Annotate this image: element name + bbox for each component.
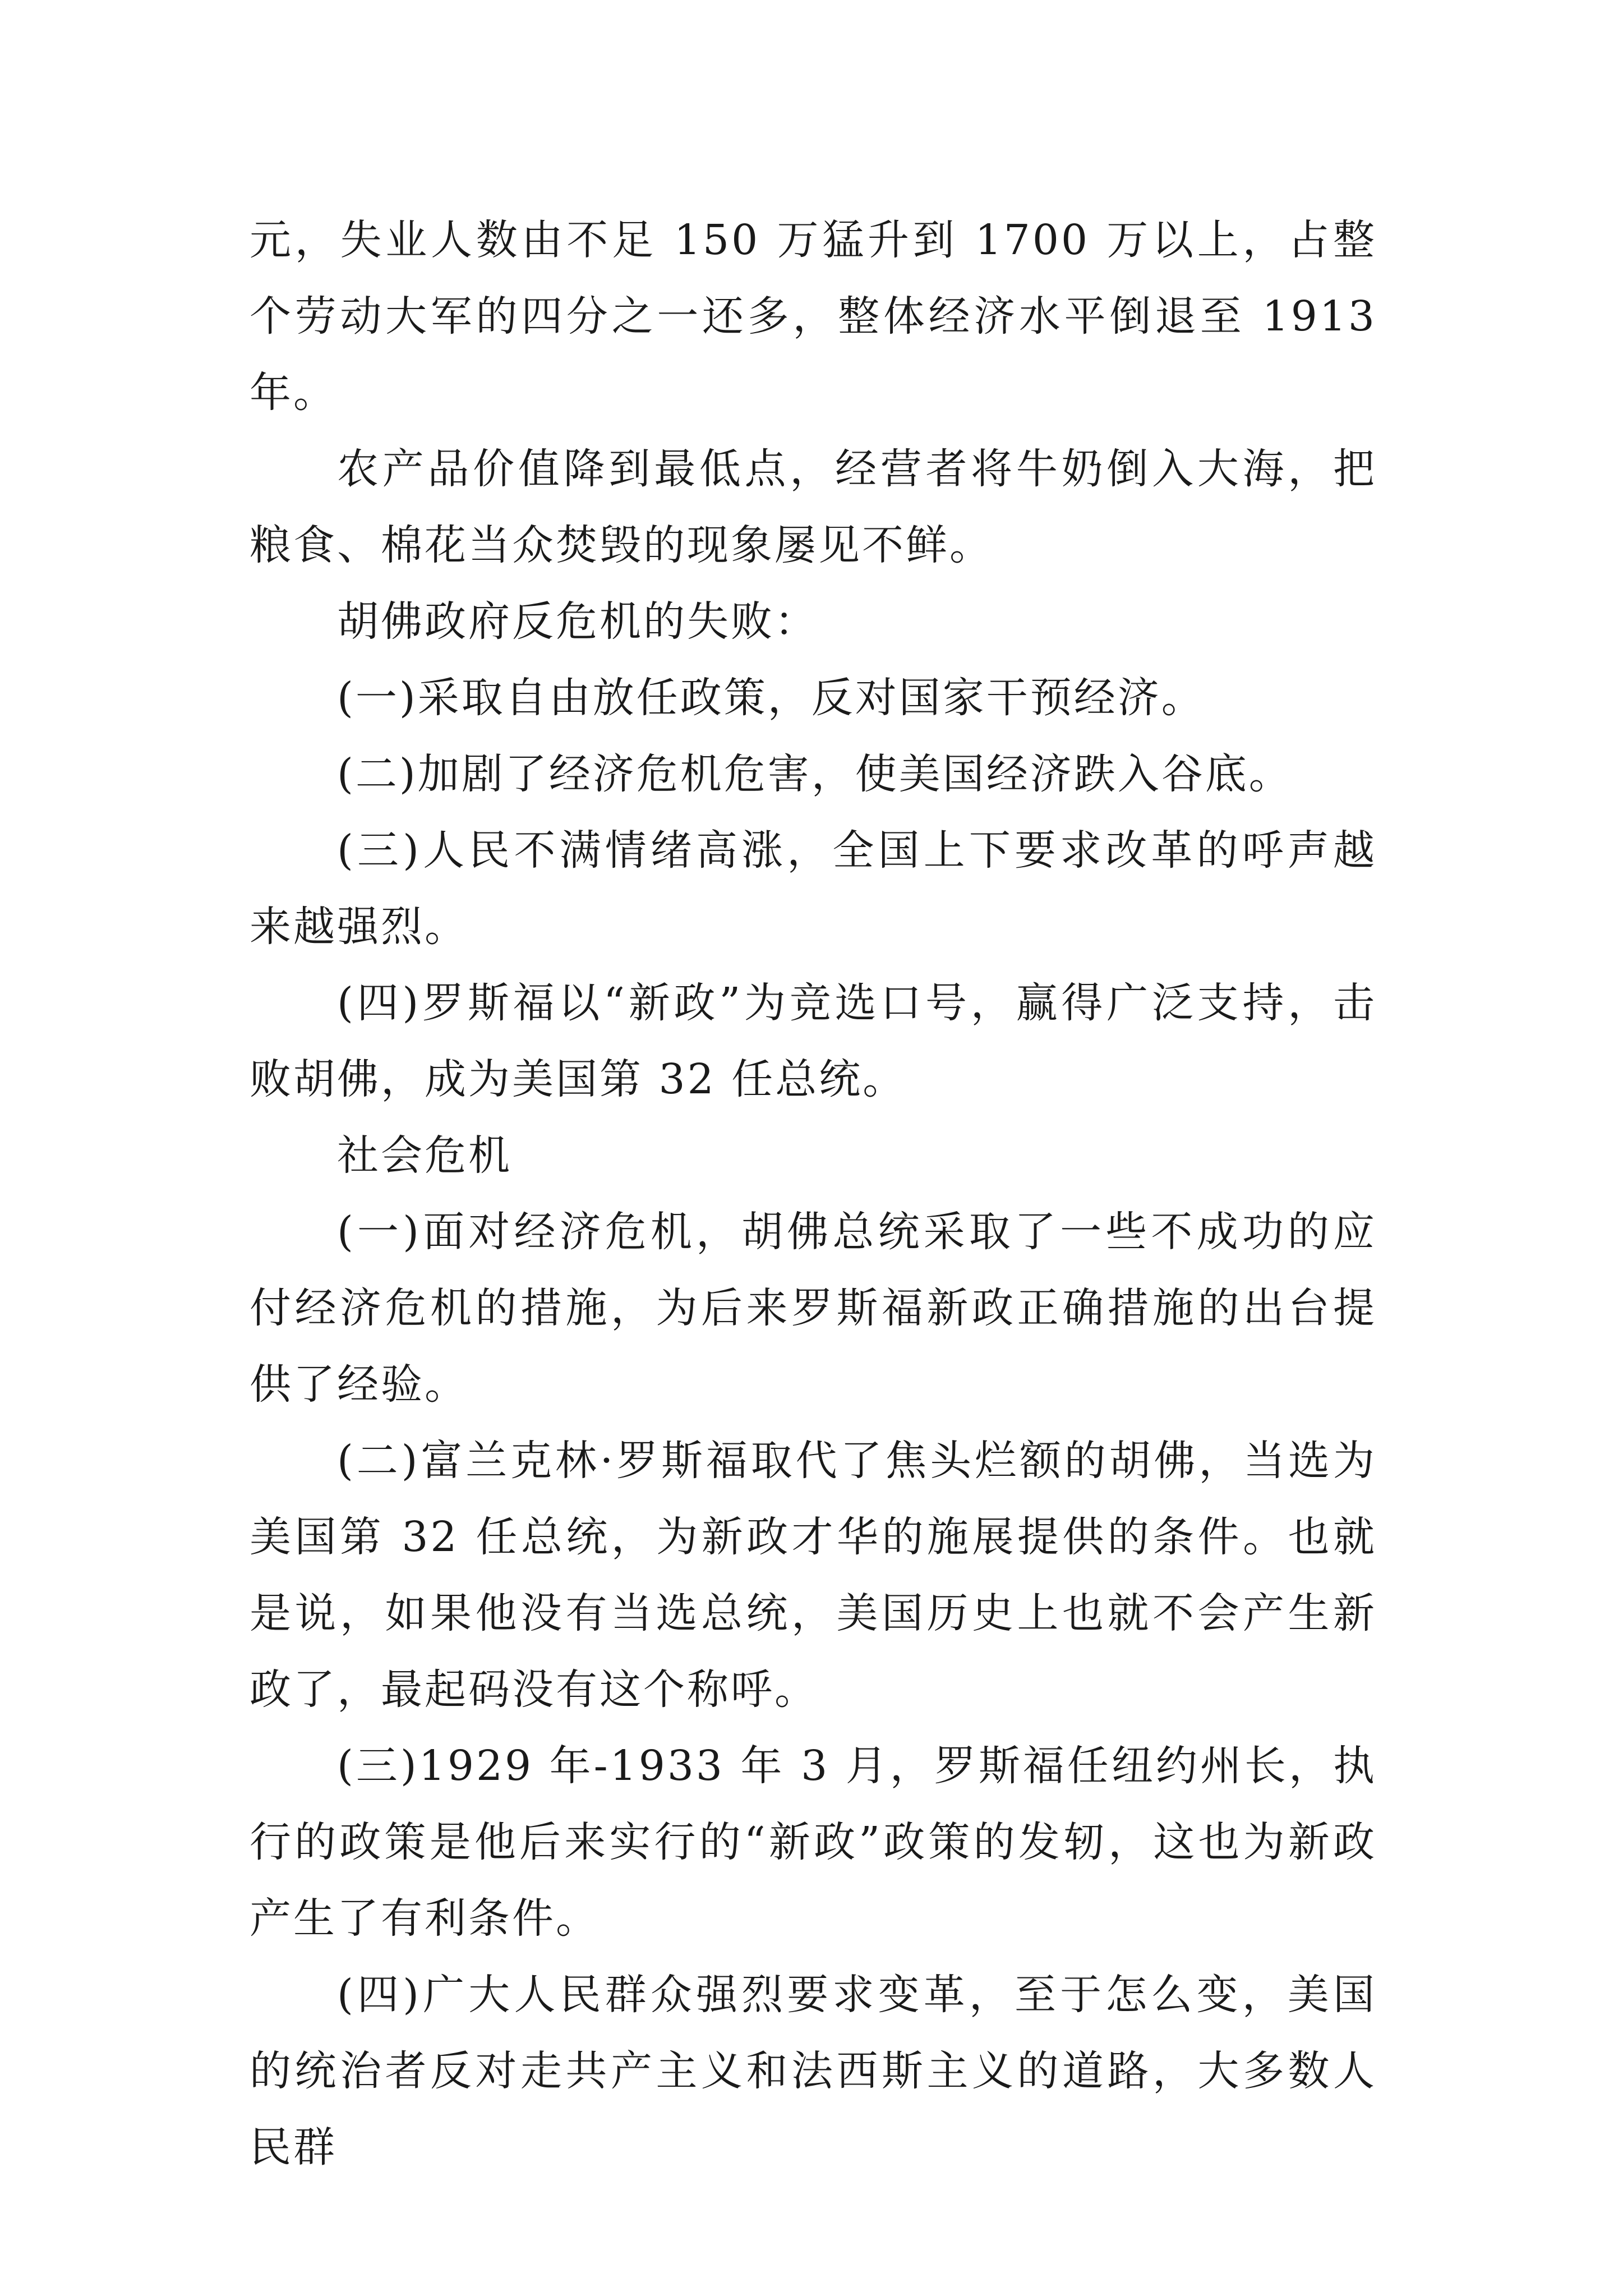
- list-item-social-1: (一)面对经济危机，胡佛总统采取了一些不成功的应付经济危机的措施，为后来罗斯福新政正确措施的出台提供了经验。: [250, 1208, 1377, 1409]
- paragraph-continuation: 元，失业人数由不足 150 万猛升到 1700 万以上，占整个劳动大军的四分之一还多，整体经济水平倒退至 1913 年。: [250, 216, 1377, 417]
- list-item-hoover-1: (一)采取自由放任政策，反对国家干预经济。: [337, 674, 1205, 722]
- list-item-hoover-3: (三)人民不满情绪高涨，全国上下要求改革的呼声越来越强烈。: [250, 826, 1377, 951]
- paragraph-agriculture: 农产品价值降到最低点，经营者将牛奶倒入大海，把粮食、棉花当众焚毁的现象屡见不鲜。: [250, 445, 1377, 569]
- list-item-social-2: (二)富兰克林·罗斯福取代了焦头烂额的胡佛，当选为美国第 32 任总统，为新政才华的施展提供的条件。也就是说，如果他没有当选总统，美国历史上也就不会产生新政了，最起码没有这个称呼。: [250, 1437, 1377, 1714]
- list-item-hoover-2: (二)加剧了经济危机危害，使美国经济跌入谷底。: [337, 750, 1293, 798]
- body-text: [250, 202, 1377, 2185]
- heading-social-crisis: 社会危机: [337, 1131, 512, 1180]
- heading-hoover-failure: 胡佛政府反危机的失败：: [337, 597, 818, 646]
- list-item-social-3: (三)1929 年-1933 年 3 月，罗斯福任纽约州长，执行的政策是他后来实行的“新政”政策的发轫，这也为新政产生了有利条件。: [250, 1742, 1377, 1943]
- list-item-social-4: (四)广大人民群众强烈要求变革，至于怎么变，美国的统治者反对走共产主义和法西斯主义的道路，大多数人民群: [250, 1971, 1377, 2171]
- list-item-hoover-4: (四)罗斯福以“新政”为竞选口号，赢得广泛支持，击败胡佛，成为美国第 32 任总统。: [250, 979, 1377, 1103]
